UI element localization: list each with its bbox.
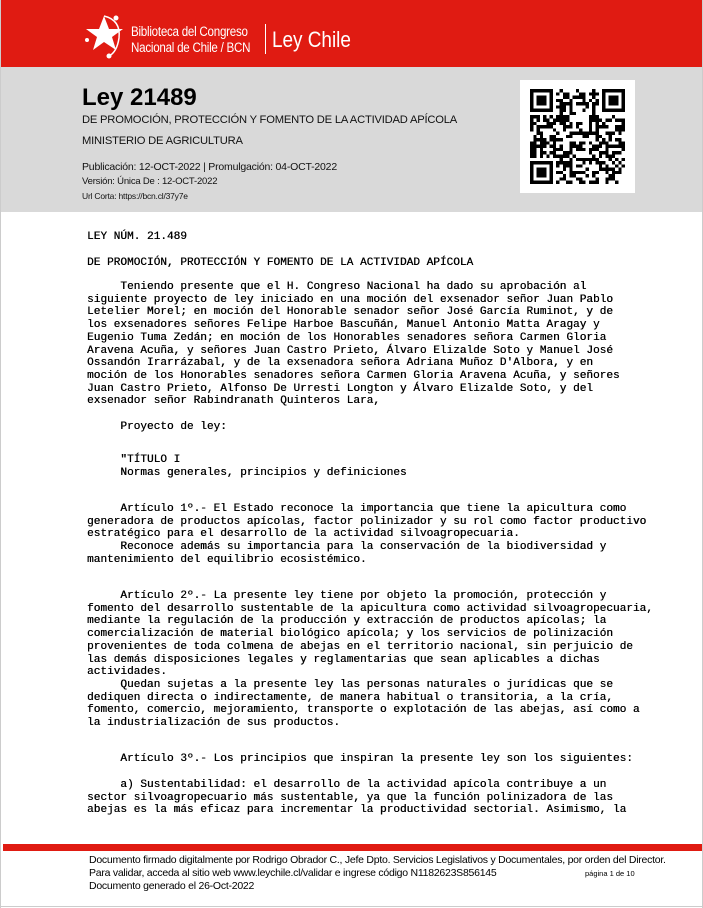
law-subtitle: DE PROMOCIÓN, PROTECCIÓN Y FOMENTO DE LA ACTIVIDAD APÍCOLA xyxy=(82,114,458,126)
article-1: Artículo 1º.- El Estado reconoce la importancia que tiene la apicultura como generadora de productos apícolas, factor polinizador y su rol como factor productivo estratégico para el desarrollo de la actividad silvoagropecuaria. Reconoce además su importancia para la conservación de la biodiversidad y mantenimiento del equilibrio ecosistémico. xyxy=(87,503,647,566)
version: Versión: Única De : 12-OCT-2022 xyxy=(82,176,218,187)
ministry: MINISTERIO DE AGRICULTURA xyxy=(82,135,243,147)
intro-paragraph: Teniendo presente que el H. Congreso Nacional ha dado su aprobación al siguiente proyecto de ley iniciado en una moción del exsenador señor Juan Pablo Letelier Morel; en moción del Honorable senador señor José García Ruminot, y de los exsenadores señores Felipe Harboe Bascuñán, Manuel Antonio Matta Aragay y Eugenio Tuma Zedán; en moción de los Honorables senadores señora Carmen Gloria Aravena Acuña, y señores Juan Castro Prieto, Álvaro Elizalde Soto y Manuel José Ossandón Irarrázabal, y de la exsenadora señora Adriana Muñoz D'Albora, y en moción de los Honorables senadores señora Carmen Gloria Aravena Acuña, y señores Juan Castro Prieto, Alfonso De Urresti Longton y Álvaro Elizalde Soto, y del exsenador señor Rabindranath Quinteros Lara, xyxy=(87,281,620,408)
logo-divider xyxy=(265,24,266,54)
bcn-star-logo-icon xyxy=(81,10,131,60)
generated-date: Documento generado el 26-Oct-2022 xyxy=(89,880,255,892)
logo-text-line1: Biblioteca del Congreso xyxy=(131,24,248,39)
law-number-heading: LEY NÚM. 21.489 xyxy=(87,231,187,243)
page-border xyxy=(1,906,703,907)
titulo-heading: "TÍTULO I Normas generales, principios y definiciones xyxy=(120,454,407,479)
article-3-a: a) Sustentabilidad: el desarrollo de la actividad apícola contribuye a un sector silvoagropecuario más sustentable, ya que la función polinizadora de las abejas es la más eficaz para incrementar la productividad sectorial. Asimismo, la xyxy=(87,779,627,817)
publication-dates: Publicación: 12-OCT-2022 | Promulgación: 04-OCT-2022 xyxy=(82,161,337,173)
page-number: página 1 de 10 xyxy=(585,869,635,878)
logo-product-name: Ley Chile xyxy=(272,27,351,52)
signature-note: Documento firmado digitalmente por Rodrigo Obrador C., Jefe Dpto. Servicios Legislativos y Documentales, por orden del Director. xyxy=(89,854,666,866)
proyecto-label: Proyecto de ley: xyxy=(87,421,227,433)
qr-code xyxy=(520,80,635,193)
short-url: Url Corta: https://bcn.cl/37y7e xyxy=(82,191,188,201)
law-title: Ley 21489 xyxy=(82,84,197,111)
article-3: Artículo 3º.- Los principios que inspiran la presente ley son los siguientes: xyxy=(87,753,633,765)
brand-header-bar xyxy=(1,0,703,67)
law-title-heading: DE PROMOCIÓN, PROTECCIÓN Y FOMENTO DE LA ACTIVIDAD APÍCOLA xyxy=(87,257,474,269)
article-2: Artículo 2º.- La presente ley tiene por objeto la promoción, protección y fomento del desarrollo sustentable de la apicultura como actividad silvoagropecuaria, mediante la regulación de la producción y extracción de productos apícolas; la comercialización de material biológico apícola; y los servicios de polinización provenientes de toda colmena de abejas en el territorio nacional, sin perjuicio de las demás disposiciones legales y reglamentarias que sean aplicables a dichas actividades. Quedan sujetas a la presente ley las personas naturales o jurídicas que se dediquen directa o indirectamente, de manera habitual o transitoria, a la cría, fomento, comercio, mejoramiento, transporte o explotación de las abejas, así como a la industrialización de sus productos. xyxy=(87,590,653,730)
footer-bar xyxy=(3,844,702,851)
logo-text-line2: Nacional de Chile / BCN xyxy=(131,40,251,55)
validation-note: Para validar, acceda al sitio web www.leychile.cl/validar e ingrese código N1182623S856145 xyxy=(89,867,497,879)
